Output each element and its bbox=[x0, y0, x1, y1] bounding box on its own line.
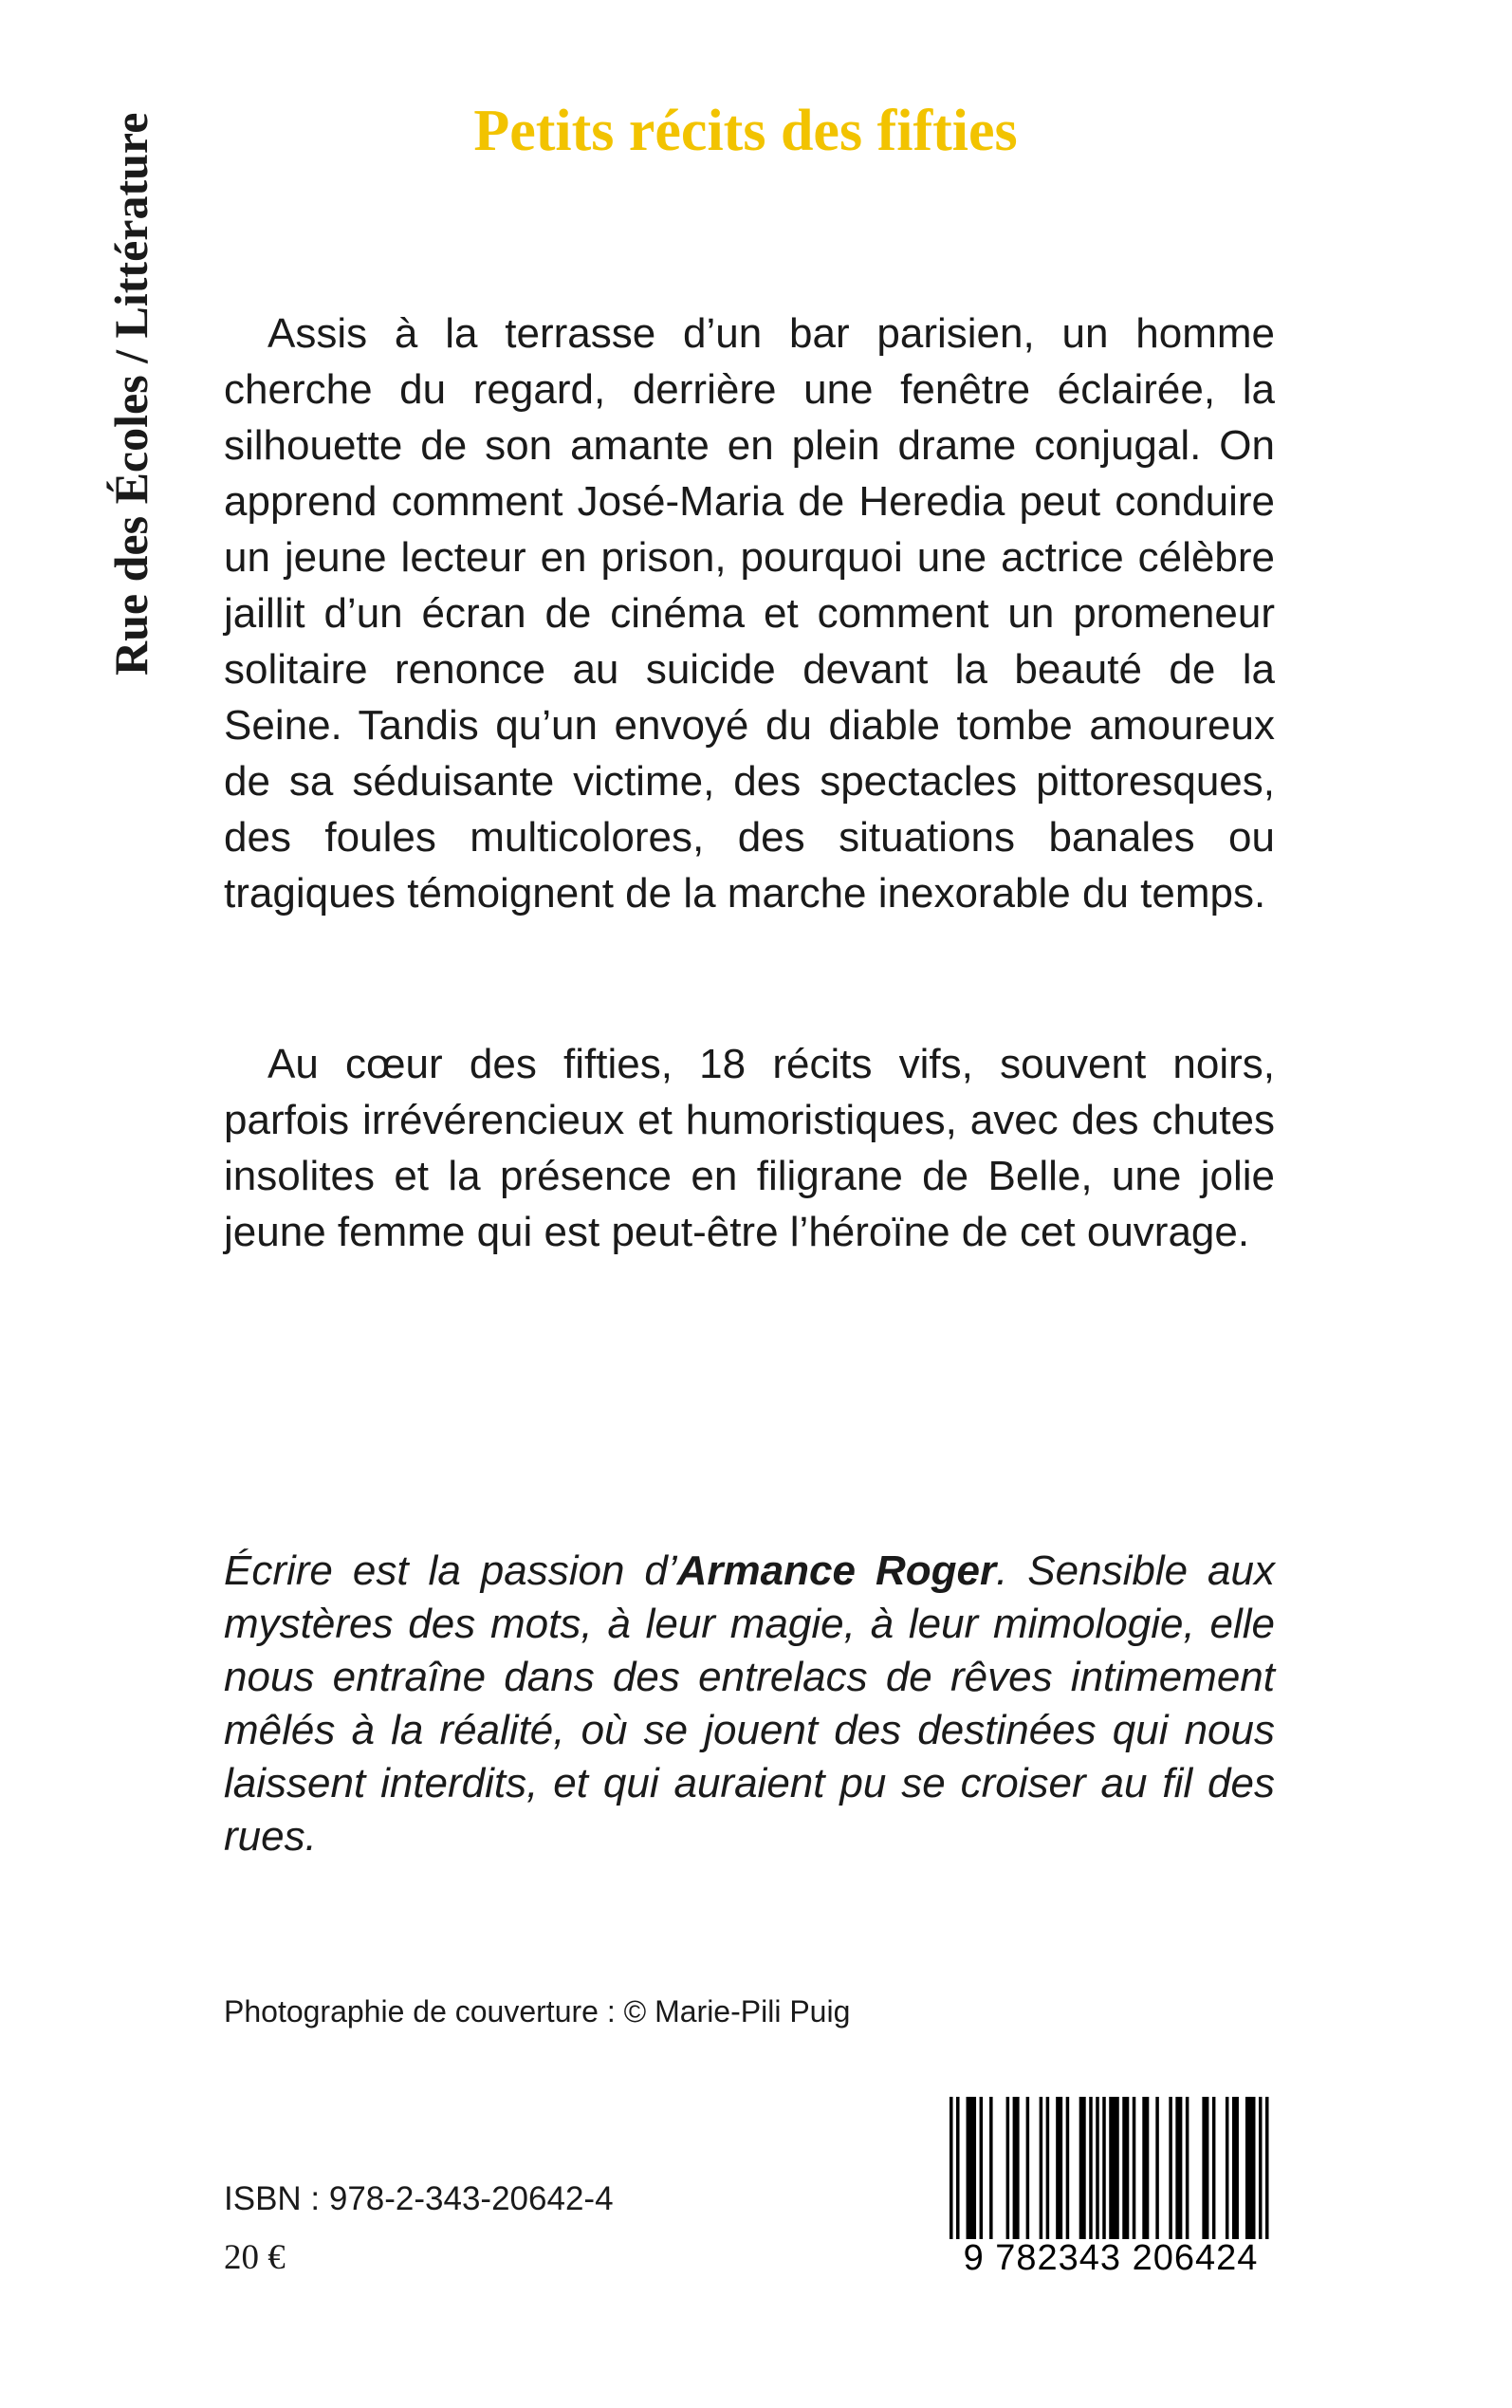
barcode-digits: 9 782343 206424 bbox=[963, 2238, 1259, 2278]
barcode-bar bbox=[1026, 2097, 1030, 2239]
barcode-bar bbox=[989, 2097, 993, 2239]
barcode-bar bbox=[1232, 2097, 1239, 2239]
book-title: Petits récits des fifties bbox=[473, 99, 1018, 163]
barcode-bar bbox=[1109, 2097, 1119, 2239]
barcode-bar bbox=[1245, 2097, 1256, 2239]
barcode-bar bbox=[1102, 2097, 1106, 2239]
barcode-bar bbox=[980, 2097, 984, 2239]
barcode-bar bbox=[1175, 2097, 1182, 2239]
barcode-bar bbox=[1169, 2097, 1172, 2239]
barcode-bar bbox=[956, 2097, 960, 2239]
author-bio-body: . Sensible aux mystères des mots, à leur magie, à leur mimologie, elle nous entraîne dans des entrelacs de rêves intimement mêlés à la réalité, où se jouent des destinées qui nous laissent interdits, et qui auraient pu se croiser au fil des rues. bbox=[224, 1547, 1275, 1860]
author-bio bbox=[224, 1545, 1275, 1863]
author-name: Armance Roger bbox=[676, 1547, 997, 1594]
isbn-label: ISBN : 978-2-343-20642-4 bbox=[224, 2180, 614, 2217]
barcode-bar bbox=[950, 2097, 953, 2239]
photo-credit: Photographie de couverture : © Marie-Pili Puig bbox=[224, 1994, 851, 2028]
barcode bbox=[945, 2097, 1277, 2277]
barcode-bar bbox=[1013, 2097, 1020, 2239]
barcode-bar bbox=[1202, 2097, 1208, 2239]
author-bio-intro: Écrire est la passion d’ bbox=[224, 1547, 677, 1594]
barcode-bar bbox=[1212, 2097, 1216, 2239]
barcode-bars bbox=[945, 2097, 1277, 2239]
barcode-bar bbox=[1079, 2097, 1086, 2239]
barcode-bar bbox=[1122, 2097, 1129, 2239]
price-label: 20 € bbox=[224, 2238, 286, 2277]
barcode-bar bbox=[1186, 2097, 1189, 2239]
barcode-bar bbox=[1066, 2097, 1070, 2239]
barcode-bar bbox=[1155, 2097, 1159, 2239]
summary-paragraph-1: Assis à la terrasse d’un bar parisien, un homme cherche du regard, derrière une fenêtre éclairée, la silhouette de son amante en plein drame conjugal. On apprend comment José-Maria de Heredia peut conduire un jeune lecteur en prison, pourquoi une actrice célèbre jaillit d’un écran de cinéma et comment un promeneur solitaire renonce au suicide devant la beauté de la Seine. Tandis qu’un envoyé du diable tombe amoureux de sa séduisante victime, des spectacles pittoresques, des foules multicolores, des situations banales ou tragiques témoignent de la marche inexorable du temps. bbox=[224, 310, 1275, 917]
collection-name: Rue des Écoles / Littérature bbox=[104, 112, 157, 676]
barcode-bar bbox=[1265, 2097, 1269, 2239]
barcode-bar bbox=[1056, 2097, 1062, 2239]
barcode-bar bbox=[1040, 2097, 1043, 2239]
spine-label bbox=[102, 106, 159, 676]
barcode-bar bbox=[1006, 2097, 1010, 2239]
barcode-bar bbox=[1226, 2097, 1229, 2239]
barcode-bar bbox=[1142, 2097, 1149, 2239]
summary-paragraph-2: Au cœur des fifties, 18 récits vifs, souvent noirs, parfois irrévérencieux et humoristiques, avec des chutes insolites et la présence en filigrane de Belle, une jolie jeune femme qui est peut-être l’héroïne de cet ouvrage. bbox=[224, 1041, 1275, 1255]
barcode-bar bbox=[1096, 2097, 1099, 2239]
barcode-bar bbox=[1046, 2097, 1050, 2239]
barcode-bar bbox=[1133, 2097, 1136, 2239]
barcode-bar bbox=[967, 2097, 977, 2239]
barcode-bar bbox=[1089, 2097, 1093, 2239]
barcode-bar bbox=[1259, 2097, 1263, 2239]
